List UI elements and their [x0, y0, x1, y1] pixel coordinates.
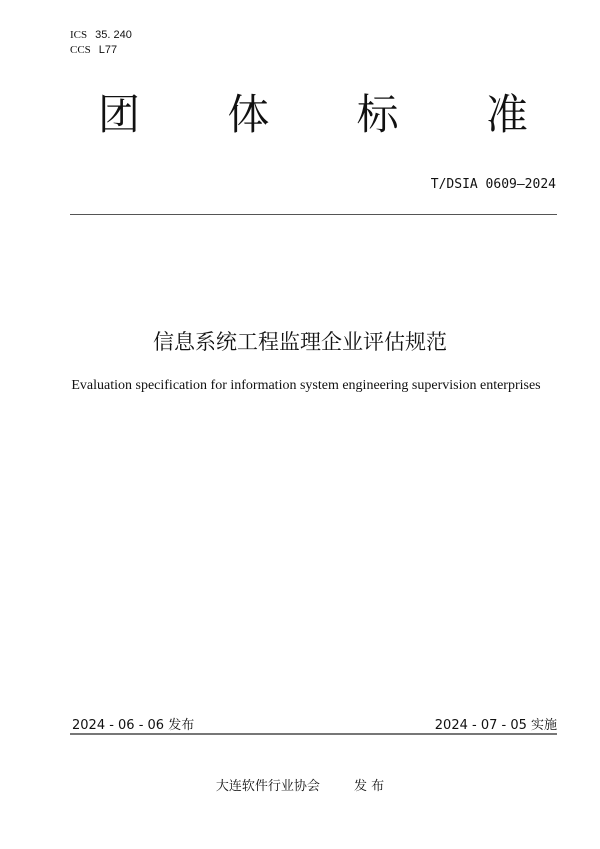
ccs-label: CCS [70, 44, 91, 56]
publish-label: 发 布 [353, 779, 385, 794]
ics-label: ICS [70, 29, 88, 41]
bottom-divider [70, 733, 557, 735]
issue-date: 2024 - 06 - 06 发布 [72, 718, 195, 733]
standard-number: T/DSIA 0609—2024 [430, 177, 556, 192]
heading-char: 体 [227, 90, 270, 139]
publisher: 大连软件行业协会 [215, 779, 320, 794]
publisher-line [0, 775, 600, 794]
classification-codes [70, 28, 132, 58]
top-divider [70, 214, 557, 215]
ccs-value: L77 [98, 44, 118, 56]
ics-value: 35. 240 [95, 29, 132, 41]
title-chinese: 信息系统工程监理企业评估规范 [153, 330, 447, 354]
heading-char: 团 [98, 90, 141, 139]
title-english: Evaluation specification for information system engineering supervision enterprises [71, 378, 541, 393]
heading-char: 标 [356, 90, 399, 139]
heading-char: 准 [485, 90, 528, 139]
document-type-heading [98, 90, 528, 140]
implement-date: 2024 - 07 - 05 实施 [434, 718, 557, 733]
